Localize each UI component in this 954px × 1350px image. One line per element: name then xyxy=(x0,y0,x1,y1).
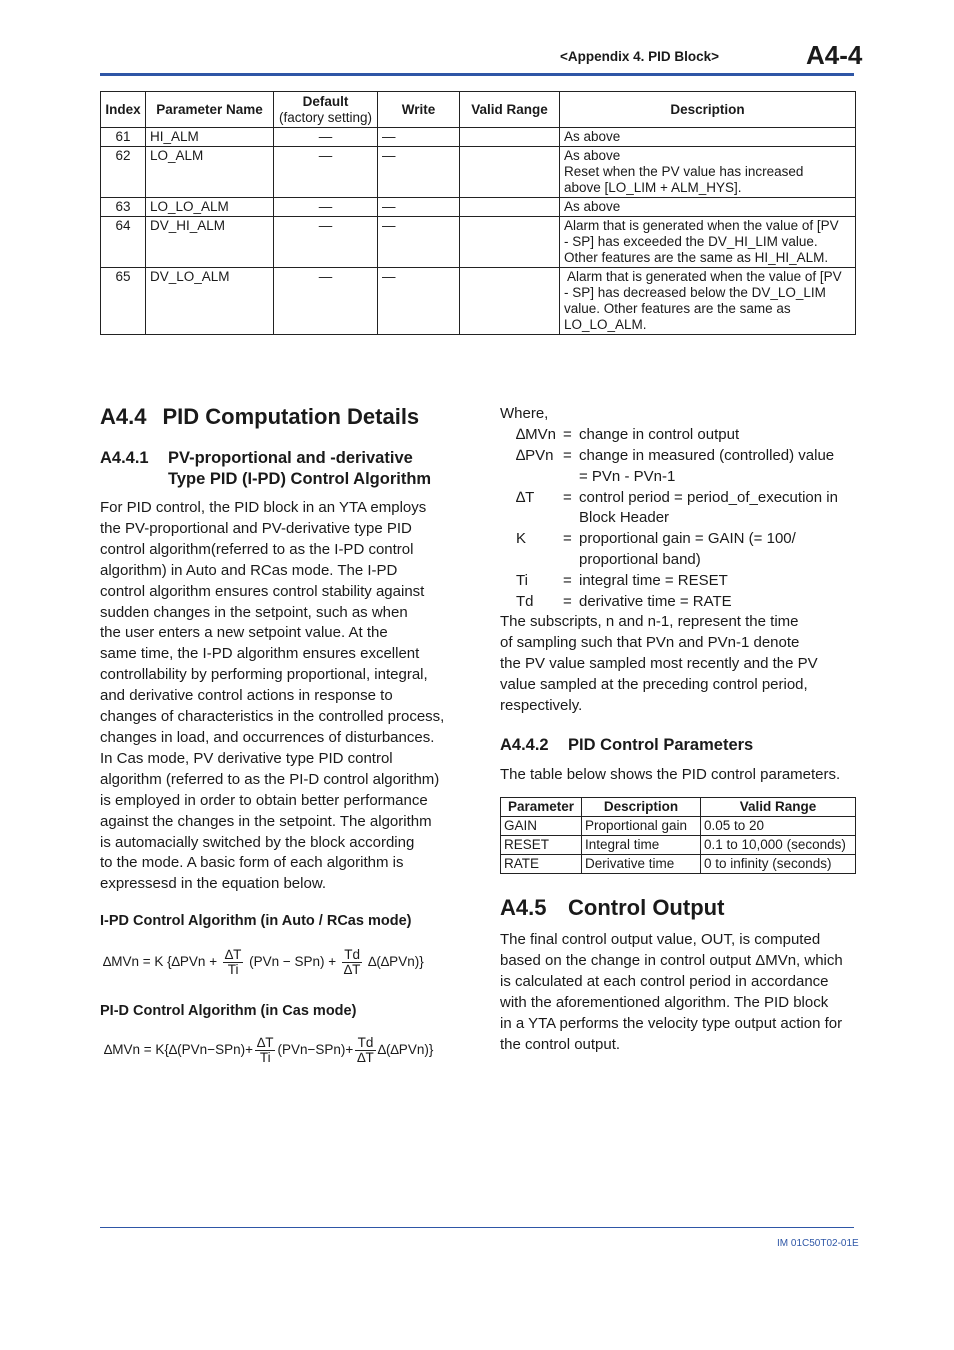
definition-equals: = xyxy=(563,446,572,464)
eq-tail: ∆(∆PVn)} xyxy=(377,1042,434,1058)
where-intro: Where, xyxy=(500,405,549,422)
row-default: — xyxy=(274,217,378,268)
definition-symbol: K xyxy=(516,530,527,548)
text-line: changes of characteristics in the controlled process, xyxy=(100,708,445,726)
ipd-algorithm-title: I-PD Control Algorithm (in Auto / RCas mode) xyxy=(100,913,412,929)
row-description xyxy=(560,128,856,147)
desc-line: Alarm that is generated when the value of [PV xyxy=(564,269,842,284)
fraction-numerator: ∆T xyxy=(224,947,242,962)
col-default xyxy=(274,92,378,128)
text-line: same time, the I-PD algorithm ensures excellent xyxy=(100,645,420,663)
desc-line: - SP] has exceeded the DV_HI_LIM value. xyxy=(564,234,818,249)
subsection-title-line: Type PID (I-PD) Control Algorithm xyxy=(168,470,432,488)
definition-text: proportional band) xyxy=(579,551,701,569)
row-description xyxy=(560,147,856,198)
cell-description: Proportional gain xyxy=(582,817,701,836)
definition-row xyxy=(500,529,860,550)
desc-line: - SP] has decreased below the DV_LO_LIM xyxy=(564,285,826,300)
text-line: expressesd in the equation below. xyxy=(100,875,326,893)
definition-continuation xyxy=(500,467,860,488)
eq-lhs: ∆MVn = K{∆(PVn−SPn)+ xyxy=(104,1042,253,1058)
section-number: A4.4 xyxy=(100,404,147,429)
table-row xyxy=(101,198,856,217)
definition-symbol: Td xyxy=(516,593,534,611)
definition-row xyxy=(500,571,860,592)
text-line: controllability by performing proportional, integral, xyxy=(100,666,428,684)
col-write: Write xyxy=(378,92,460,128)
text-line: the PV value sampled most recently and the PV xyxy=(500,654,818,672)
cell-valid-range: 0.05 to 20 xyxy=(701,817,856,836)
eq-mid: (PVn − SPn) + xyxy=(245,954,340,970)
definition-text: = PVn - PVn-1 xyxy=(579,467,676,485)
definition-row xyxy=(500,425,860,446)
row-name: DV_HI_ALM xyxy=(146,217,274,268)
text-line: algorithm (referred to as the PI-D control algorithm) xyxy=(100,770,440,788)
fraction-denominator: Ti xyxy=(227,962,239,977)
definition-equals: = xyxy=(563,425,572,443)
desc-line: As above xyxy=(564,199,621,214)
cell-description: Integral time xyxy=(582,836,701,855)
text-line: is calculated at each control period in accordance xyxy=(500,972,829,990)
fraction-numerator: Td xyxy=(342,948,363,963)
text-line: The final control output value, OUT, is computed xyxy=(500,931,821,948)
fraction-denominator: ∆T xyxy=(343,962,361,977)
paragraph-control-output xyxy=(500,930,860,1055)
row-default: — xyxy=(274,128,378,147)
desc-line: LO_LO_ALM. xyxy=(564,317,647,332)
subsection-number: A4.4.1 xyxy=(100,449,149,467)
cell-parameter: GAIN xyxy=(501,817,582,836)
row-default: — xyxy=(274,268,378,335)
row-description xyxy=(560,268,856,335)
paragraph-table-intro: The table below shows the PID control parameters. xyxy=(500,766,841,783)
text-line: The subscripts, n and n-1, represent the time xyxy=(500,613,799,630)
paragraph-subscripts xyxy=(500,612,860,717)
cell-parameter: RESET xyxy=(501,836,582,855)
ipd-equation xyxy=(103,948,424,977)
definition-row xyxy=(500,592,860,613)
text-line: is employed in order to obtain better performance xyxy=(100,791,428,809)
text-line: against the changes in the setpoint. The algorithm xyxy=(100,812,432,830)
subsection-number: A4.4.2 xyxy=(500,736,549,754)
fraction-td-dt xyxy=(342,948,363,977)
row-default: — xyxy=(274,147,378,198)
pid-table-header xyxy=(501,798,856,817)
col-index: Index xyxy=(101,92,146,128)
table-row xyxy=(101,128,856,147)
text-line: of sampling such that PVn and PVn-1 denote xyxy=(500,633,800,651)
subsection-title-line: PV-proportional and -derivative xyxy=(168,449,413,467)
text-line: the PV-proportional and PV-derivative type PID xyxy=(100,519,412,537)
section-heading-a4-4 xyxy=(100,404,419,430)
row-write: — xyxy=(378,268,460,335)
row-name: LO_LO_ALM xyxy=(146,198,274,217)
desc-line: As above xyxy=(564,148,621,163)
fraction-denominator: ∆T xyxy=(357,1050,374,1065)
definition-continuation xyxy=(500,508,860,529)
parameter-table-header xyxy=(101,92,856,128)
fraction-dt-ti xyxy=(223,948,244,977)
row-range xyxy=(460,268,560,335)
col-valid-range: Valid Range xyxy=(460,92,560,128)
pid-control-parameter-table xyxy=(500,797,856,874)
header-section-label: <Appendix 4. PID Block> xyxy=(560,49,720,64)
definition-equals: = xyxy=(563,530,572,548)
row-index: 64 xyxy=(101,217,146,268)
footer-rule xyxy=(100,1227,854,1228)
table-row xyxy=(501,836,856,855)
document-id: IM 01C50T02-01E xyxy=(777,1238,859,1249)
table-row xyxy=(101,217,856,268)
definition-equals: = xyxy=(563,593,572,611)
fraction-dt-ti xyxy=(255,1036,276,1065)
fraction-denominator: Ti xyxy=(259,1050,271,1065)
cell-valid-range: 0.1 to 10,000 (seconds) xyxy=(701,836,856,855)
text-line: control algorithm(referred to as the I-PD control xyxy=(100,540,414,558)
definition-equals: = xyxy=(563,572,572,590)
text-line: with the aforementioned algorithm. The PID block xyxy=(500,993,829,1011)
eq-lhs: ∆MVn = K {∆PVn + xyxy=(103,954,221,970)
definition-symbol: ∆T xyxy=(516,488,535,506)
fraction-numerator: Td xyxy=(355,1036,376,1051)
row-range xyxy=(460,147,560,198)
row-write: — xyxy=(378,198,460,217)
definition-text: control period = period_of_execution in xyxy=(579,488,838,506)
row-name: HI_ALM xyxy=(146,128,274,147)
text-line: In Cas mode, PV derivative type PID control xyxy=(100,749,393,767)
row-index: 63 xyxy=(101,198,146,217)
section-number: A4.5 xyxy=(500,895,547,920)
row-write: — xyxy=(378,128,460,147)
row-write: — xyxy=(378,147,460,198)
header-rule xyxy=(100,73,854,76)
definition-continuation xyxy=(500,550,860,571)
text-line: and derivative control actions in response to xyxy=(100,687,393,705)
row-range xyxy=(460,128,560,147)
pid-algorithm-title: PI-D Control Algorithm (in Cas mode) xyxy=(100,1003,357,1019)
table-row xyxy=(501,817,856,836)
table-row xyxy=(101,268,856,335)
page-number: A4-4 xyxy=(806,40,863,70)
row-index: 61 xyxy=(101,128,146,147)
definition-symbol: Ti xyxy=(516,572,528,590)
subsection-title xyxy=(168,448,468,490)
definition-equals: = xyxy=(563,488,572,506)
desc-line: Other features are the same as HI_HI_ALM. xyxy=(564,250,829,265)
desc-line: value. Other features are the same as xyxy=(564,301,791,316)
col-valid-range: Valid Range xyxy=(701,798,856,817)
row-write: — xyxy=(378,217,460,268)
definition-text: change in measured (controlled) value xyxy=(579,446,835,464)
pid-equation xyxy=(104,1036,433,1065)
text-line: sudden changes in the setpoint, such as when xyxy=(100,603,408,621)
row-name: DV_LO_ALM xyxy=(146,268,274,335)
row-description xyxy=(560,198,856,217)
definition-symbol: ∆PVn xyxy=(516,446,554,464)
text-line: control algorithm ensures control stability against xyxy=(100,582,425,600)
variable-definitions xyxy=(500,404,860,613)
definition-row xyxy=(500,488,860,509)
definition-text: proportional gain = GAIN (= 100/ xyxy=(579,530,796,548)
definition-text: integral time = RESET xyxy=(579,572,728,590)
subsection-title: PID Control Parameters xyxy=(568,736,754,754)
row-index: 65 xyxy=(101,268,146,335)
definition-text: Block Header xyxy=(579,509,670,527)
col-description: Description xyxy=(560,92,856,128)
row-index: 62 xyxy=(101,147,146,198)
text-line: based on the change in control output ΔMVn, which xyxy=(500,951,843,969)
table-row xyxy=(501,855,856,874)
row-name: LO_ALM xyxy=(146,147,274,198)
paragraph-ipd-description xyxy=(100,498,460,895)
text-line: respectively. xyxy=(500,696,583,714)
text-line: For PID control, the PID block in an YTA employs xyxy=(100,499,427,516)
row-default: — xyxy=(274,198,378,217)
text-line: the user enters a new setpoint value. At the xyxy=(100,624,388,642)
row-description xyxy=(560,217,856,268)
desc-line: As above xyxy=(564,129,621,144)
section-title: PID Computation Details xyxy=(162,404,420,429)
desc-line: Reset when the PV value has increased xyxy=(564,164,804,179)
definition-symbol: ∆MVn xyxy=(516,425,557,443)
text-line: the control output. xyxy=(500,1035,621,1053)
definition-row xyxy=(500,446,860,467)
text-line: algorithm) in Auto and RCas mode. The I-PD xyxy=(100,561,398,579)
fraction-td-dt xyxy=(355,1036,376,1065)
desc-line: Alarm that is generated when the value of [PV xyxy=(564,218,839,233)
col-description: Description xyxy=(582,798,701,817)
col-parameter-name: Parameter Name xyxy=(146,92,274,128)
definition-text: change in control output xyxy=(579,425,740,443)
text-line: in a YTA performs the velocity type output action for xyxy=(500,1014,843,1032)
eq-tail: ∆(∆PVn)} xyxy=(364,954,424,970)
desc-line: above [LO_LIM + ALM_HYS]. xyxy=(564,180,742,195)
cell-description: Derivative time xyxy=(582,855,701,874)
fraction-numerator: ∆T xyxy=(256,1035,274,1050)
row-range xyxy=(460,217,560,268)
cell-valid-range: 0 to infinity (seconds) xyxy=(701,855,856,874)
col-default-label: Default xyxy=(302,93,349,109)
text-line: to the mode. A basic form of each algorithm is xyxy=(100,854,404,872)
eq-mid: (PVn−SPn)+ xyxy=(277,1042,354,1058)
text-line: changes in load, and occurrences of disturbances. xyxy=(100,728,435,746)
col-default-sub: (factory setting) xyxy=(278,109,373,125)
text-line: value sampled at the preceding control period, xyxy=(500,675,808,693)
text-line: is automacially switched by the block according xyxy=(100,833,415,851)
section-title: Control Output xyxy=(568,895,725,920)
cell-parameter: RATE xyxy=(501,855,582,874)
parameter-table xyxy=(100,91,856,335)
definition-text: derivative time = RATE xyxy=(579,593,732,611)
col-parameter: Parameter xyxy=(501,798,582,817)
table-row xyxy=(101,147,856,198)
row-range xyxy=(460,198,560,217)
